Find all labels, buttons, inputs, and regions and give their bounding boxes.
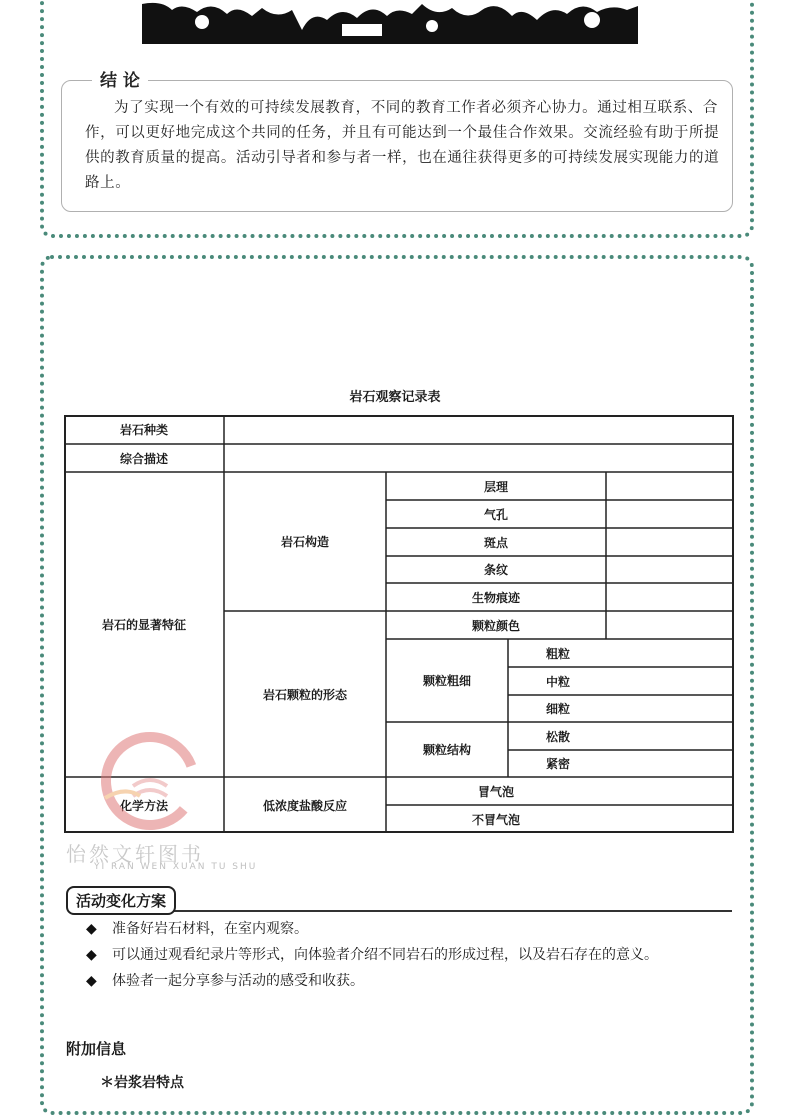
extra-info-title: 附加信息: [66, 1040, 127, 1058]
list-item: ◆ 准备好岩石材料，在室内观察。: [86, 918, 658, 944]
extra-info-item: ＊岩浆岩特点: [100, 1075, 184, 1091]
watermark-english-text: YI RAN WEN XUAN TU SHU: [94, 862, 258, 872]
features-label: 岩石的显著特征: [101, 618, 186, 632]
summary-label: 综合描述: [119, 451, 168, 466]
structure-item: 斑点: [483, 535, 508, 550]
grain-structure-item: 松散: [545, 729, 570, 744]
activity-title: 活动变化方案: [66, 886, 176, 915]
table-title: 岩石观察记录表: [349, 390, 441, 405]
structure-item: 生物痕迹: [471, 590, 520, 605]
acid-test-label: 低浓度盐酸反应: [262, 798, 347, 813]
structure-item: 气孔: [483, 507, 508, 522]
structure-label: 岩石构造: [280, 535, 329, 549]
acid-result-item: 不冒气泡: [471, 812, 520, 827]
activity-list: [86, 918, 658, 996]
grain-size-item: 粗粒: [545, 646, 570, 661]
grain-size-item: 细粒: [545, 702, 570, 716]
structure-item: 层理: [483, 479, 508, 494]
conclusion-title: 结 论: [92, 66, 148, 91]
rock-type-label: 岩石种类: [119, 423, 168, 437]
acid-result-item: 冒气泡: [477, 784, 514, 799]
grain-form-label: 岩石颗粒的形态: [262, 687, 347, 702]
structure-item: 条纹: [483, 563, 508, 577]
chemical-method-label: 化学方法: [119, 798, 168, 813]
watermark-chinese-text: 怡然文轩图书: [66, 842, 204, 866]
grain-structure-item: 紧密: [545, 757, 570, 771]
grain-size-label: 颗粒粗细: [422, 674, 471, 688]
grain-color-label: 颗粒颜色: [471, 618, 520, 633]
grain-structure-label: 颗粒结构: [422, 743, 471, 757]
grain-size-item: 中粒: [545, 674, 570, 689]
list-item: ◆ 可以通过观看纪录片等形式，向体验者介绍不同岩石的形成过程，以及岩石存在的意义。: [86, 944, 658, 970]
conclusion-text: 为了实现一个有效的可持续发展教育，不同的教育工作者必须齐心协力。通过相互联系、合作，可以更好地完成这个共同的任务，并且有可能达到一个最佳合作效果。交流经验有助于所提供的教育质量的提高。活动引导者和参与者一样，也在通往获得更多的可持续发展实现能力的道路上。: [85, 100, 720, 191]
list-item: ◆ 体验者一起分享参与活动的感受和收获。: [86, 970, 658, 996]
watermark-logo-icon: [95, 726, 205, 836]
